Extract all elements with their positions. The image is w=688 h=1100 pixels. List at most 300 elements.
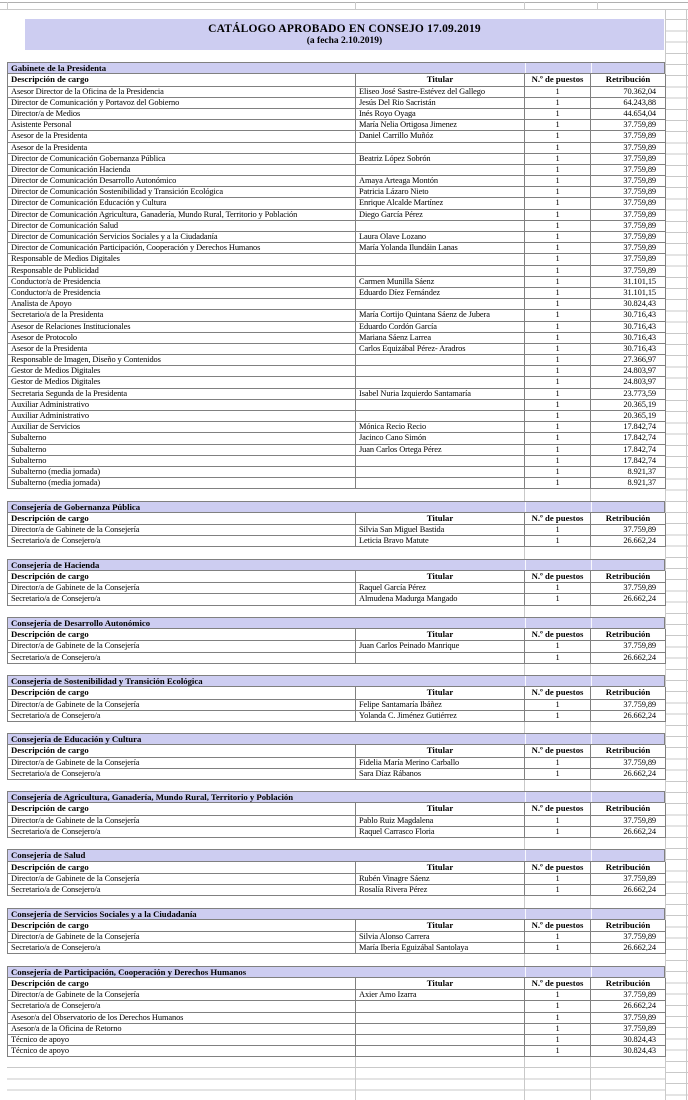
cell-cargo: Director de Comunicación Sostenibilidad y Transición Ecológica: [8, 187, 356, 198]
section-separator: [7, 606, 665, 617]
cell-puestos: 1: [525, 758, 591, 769]
cell-titular: Felipe Santamaría Ibáñez: [356, 700, 525, 711]
table-row: [8, 1001, 665, 1012]
cell-titular: [356, 1046, 525, 1057]
cell-titular: María Cortijo Quintana Sáenz de Jubera: [356, 310, 525, 321]
cell-titular: Juan Carlos Ortega Pérez: [356, 445, 525, 456]
column-header-retribucion: Retribución: [591, 571, 666, 583]
cell-puestos: 1: [525, 583, 591, 594]
cell-puestos: 1: [525, 1024, 591, 1035]
table-row: [8, 445, 665, 456]
cell-puestos: 1: [525, 210, 591, 221]
column-header-titular: Titular: [356, 513, 525, 525]
cell-titular: Jesús Del Rio Sacristán: [356, 98, 525, 109]
cell-puestos: 1: [525, 827, 591, 838]
cell-cargo: Secretario/a de Consejero/a: [8, 943, 356, 954]
table-row: [8, 456, 665, 467]
cell-retribucion: 26.662,24: [591, 943, 666, 954]
cell-puestos: 1: [525, 411, 591, 422]
column-header-row: [8, 978, 665, 990]
cell-cargo: Director de Comunicación Gobernanza Pública: [8, 154, 356, 165]
cell-puestos: 1: [525, 653, 591, 664]
section-header: Consejería de Sostenibilidad y Transición Ecológica: [8, 676, 665, 687]
cell-titular: Enrique Alcalde Martínez: [356, 198, 525, 209]
cell-retribucion: 26.662,24: [591, 1001, 666, 1012]
band-cell-gap: [525, 560, 526, 570]
cell-titular: [356, 254, 525, 265]
band-cell-gap: [591, 618, 592, 628]
cell-puestos: 1: [525, 198, 591, 209]
cell-retribucion: 37.759,89: [591, 641, 666, 652]
cell-titular: [356, 411, 525, 422]
cell-titular: Patricia Lázaro Nieto: [356, 187, 525, 198]
cell-puestos: 1: [525, 874, 591, 885]
column-header-puestos: N.º de puestos: [525, 687, 591, 699]
cell-titular: [356, 221, 525, 232]
cell-retribucion: 8.921,37: [591, 478, 666, 489]
cell-puestos: 1: [525, 769, 591, 780]
column-header-retribucion: Retribución: [591, 920, 666, 932]
band-cell-gap: [591, 560, 592, 570]
cell-titular: [356, 467, 525, 478]
cell-titular: [356, 377, 525, 388]
table-row: [8, 594, 665, 605]
column-header-titular: Titular: [356, 862, 525, 874]
cell-retribucion: 70.362,04: [591, 87, 666, 98]
column-header-puestos: N.º de puestos: [525, 803, 591, 815]
gridline-vertical: [524, 838, 525, 849]
cell-titular: Rubén Vinagre Sáenz: [356, 874, 525, 885]
section-table: [7, 791, 665, 838]
column-header-titular: Titular: [356, 571, 525, 583]
cell-cargo: Secretario/a de Consejero/a: [8, 594, 356, 605]
cell-cargo: Subalterno: [8, 456, 356, 467]
section-header: Consejería de Hacienda: [8, 560, 665, 571]
gridline-vertical: [524, 722, 525, 733]
table-row: [8, 769, 665, 780]
column-header-descripcion: Descripción de cargo: [8, 803, 356, 815]
section-header: Consejería de Servicios Sociales y a la Ciudadanía: [8, 909, 665, 920]
cell-titular: [356, 1013, 525, 1024]
section-table: [7, 559, 665, 606]
column-header-puestos: N.º de puestos: [525, 571, 591, 583]
table-row: [8, 827, 665, 838]
band-cell-gap: [591, 676, 592, 686]
cell-puestos: 1: [525, 389, 591, 400]
table-row: [8, 711, 665, 722]
cell-retribucion: 37.759,89: [591, 525, 666, 536]
gridline-vertical: [590, 780, 591, 791]
cell-titular: Beatriz López Sobrón: [356, 154, 525, 165]
cell-puestos: 1: [525, 165, 591, 176]
section-table: [7, 675, 665, 722]
table-row: [8, 389, 665, 400]
cell-retribucion: 26.662,24: [591, 594, 666, 605]
section-separator: [7, 722, 665, 733]
column-header-titular: Titular: [356, 803, 525, 815]
section-separator: [7, 954, 665, 965]
cell-retribucion: 30.716,43: [591, 322, 666, 333]
cell-puestos: 1: [525, 478, 591, 489]
column-header-titular: Titular: [356, 629, 525, 641]
table-row: [8, 310, 665, 321]
cell-puestos: 1: [525, 322, 591, 333]
table-row: [8, 322, 665, 333]
section-header: Consejería de Participación, Cooperación y Derechos Humanos: [8, 967, 665, 978]
gridline-vertical: [590, 606, 591, 617]
cell-cargo: Asistente Personal: [8, 120, 356, 131]
cell-retribucion: 44.654,04: [591, 109, 666, 120]
column-header-retribucion: Retribución: [591, 629, 666, 641]
column-header-titular: Titular: [356, 978, 525, 990]
cell-puestos: 1: [525, 366, 591, 377]
cell-cargo: Director de Comunicación y Portavoz del Gobierno: [8, 98, 356, 109]
cell-cargo: Asesor/a del Observatorio de los Derechos Humanos: [8, 1013, 356, 1024]
cell-puestos: 1: [525, 120, 591, 131]
section-separator: [7, 489, 665, 500]
cell-titular: Leticia Bravo Matute: [356, 536, 525, 547]
cell-puestos: 1: [525, 885, 591, 896]
cell-retribucion: 26.662,24: [591, 827, 666, 838]
gridline-vertical: [590, 1057, 591, 1100]
cell-titular: [356, 165, 525, 176]
band-cell-gap: [525, 967, 526, 977]
table-row: [8, 400, 665, 411]
cell-cargo: Director de Comunicación Desarrollo Autonómico: [8, 176, 356, 187]
cell-cargo: Director/a de Gabinete de la Consejería: [8, 583, 356, 594]
section-table: [7, 849, 665, 896]
cell-puestos: 1: [525, 433, 591, 444]
table-row: [8, 333, 665, 344]
cell-puestos: 1: [525, 377, 591, 388]
cell-titular: Raquel Carrasco Floria: [356, 827, 525, 838]
table-row: [8, 536, 665, 547]
gridline-vertical: [590, 664, 591, 675]
table-row: [8, 411, 665, 422]
cell-retribucion: 37.759,89: [591, 165, 666, 176]
cell-retribucion: 37.759,89: [591, 154, 666, 165]
cell-puestos: 1: [525, 131, 591, 142]
cell-retribucion: 37.759,89: [591, 198, 666, 209]
cell-retribucion: 17.842,74: [591, 422, 666, 433]
table-row: [8, 254, 665, 265]
band-cell-gap: [525, 63, 526, 73]
table-row: [8, 1024, 665, 1035]
column-header-retribucion: Retribución: [591, 862, 666, 874]
column-header-titular: Titular: [356, 687, 525, 699]
cell-retribucion: 37.759,89: [591, 932, 666, 943]
table-row: [8, 299, 665, 310]
cell-retribucion: 17.842,74: [591, 456, 666, 467]
cell-cargo: Conductor/a de Presidencia: [8, 288, 356, 299]
table-row: [8, 641, 665, 652]
cell-titular: [356, 653, 525, 664]
column-header-row: [8, 74, 665, 86]
cell-puestos: 1: [525, 943, 591, 954]
cell-cargo: Responsable de Imagen, Diseño y Contenidos: [8, 355, 356, 366]
cell-cargo: Subalterno (media jornada): [8, 467, 356, 478]
cell-cargo: Asesor de Protocolo: [8, 333, 356, 344]
cell-retribucion: 30.824,43: [591, 299, 666, 310]
cell-retribucion: 17.842,74: [591, 445, 666, 456]
cell-retribucion: 64.243,88: [591, 98, 666, 109]
column-header-descripcion: Descripción de cargo: [8, 74, 356, 86]
table-row: [8, 874, 665, 885]
column-header-retribucion: Retribución: [591, 803, 666, 815]
cell-cargo: Director/a de Medios: [8, 109, 356, 120]
column-header-titular: Titular: [356, 74, 525, 86]
cell-cargo: Asesor de la Presidenta: [8, 131, 356, 142]
cell-puestos: 1: [525, 176, 591, 187]
cell-retribucion: 30.824,43: [591, 1035, 666, 1046]
section-header: Consejería de Gobernanza Pública: [8, 502, 665, 513]
table-row: [8, 198, 665, 209]
cell-cargo: Secretario/a de Consejero/a: [8, 711, 356, 722]
column-header-retribucion: Retribución: [591, 687, 666, 699]
table-area: [7, 62, 665, 1100]
table-row: [8, 187, 665, 198]
cell-cargo: Director/a de Gabinete de la Consejería: [8, 816, 356, 827]
cell-cargo: Responsable de Publicidad: [8, 266, 356, 277]
band-cell-gap: [525, 734, 526, 744]
section-header: Consejería de Salud: [8, 850, 665, 861]
cell-puestos: 1: [525, 525, 591, 536]
cell-retribucion: 26.662,24: [591, 711, 666, 722]
cell-titular: María Nelia Ortigosa Jimenez: [356, 120, 525, 131]
column-header-row: [8, 513, 665, 525]
cell-cargo: Director de Comunicación Agricultura, Ganadería, Mundo Rural, Territorio y Población: [8, 210, 356, 221]
band-cell-gap: [525, 850, 526, 860]
cell-cargo: Subalterno (media jornada): [8, 478, 356, 489]
cell-puestos: 1: [525, 243, 591, 254]
band-cell-gap: [525, 909, 526, 919]
table-row: [8, 885, 665, 896]
cell-cargo: Secretario/a de Consejero/a: [8, 536, 356, 547]
page-top-edge: [0, 2, 688, 3]
cell-retribucion: 26.662,24: [591, 653, 666, 664]
cell-cargo: Secretario/a de la Presidenta: [8, 310, 356, 321]
cell-puestos: 1: [525, 400, 591, 411]
cell-titular: Fidelia María Merino Carballo: [356, 758, 525, 769]
document-title: [25, 19, 664, 50]
cell-puestos: 1: [525, 254, 591, 265]
cell-cargo: Director de Comunicación Servicios Sociales y a la Ciudadanía: [8, 232, 356, 243]
cell-cargo: Analista de Apoyo: [8, 299, 356, 310]
cell-retribucion: 37.759,89: [591, 1013, 666, 1024]
section-table: [7, 733, 665, 780]
cell-cargo: Asesor de Relaciones Institucionales: [8, 322, 356, 333]
cell-puestos: 1: [525, 87, 591, 98]
column-header-descripcion: Descripción de cargo: [8, 513, 356, 525]
cell-cargo: Director/a de Gabinete de la Consejería: [8, 700, 356, 711]
cell-retribucion: 26.662,24: [591, 536, 666, 547]
column-header-row: [8, 862, 665, 874]
column-header-descripcion: Descripción de cargo: [8, 687, 356, 699]
cell-cargo: Secretario/a de Consejero/a: [8, 769, 356, 780]
gridline-vertical: [355, 2, 356, 9]
cell-retribucion: 37.759,89: [591, 1024, 666, 1035]
bottom-empty-grid: [7, 1057, 665, 1100]
cell-cargo: Gestor de Medios Digitales: [8, 377, 356, 388]
cell-cargo: Subalterno: [8, 445, 356, 456]
cell-retribucion: 27.366,97: [591, 355, 666, 366]
cell-puestos: 1: [525, 456, 591, 467]
section-table: [7, 908, 665, 955]
cell-cargo: Asesor/a de la Oficina de Retorno: [8, 1024, 356, 1035]
cell-cargo: Director/a de Gabinete de la Consejería: [8, 932, 356, 943]
cell-titular: [356, 400, 525, 411]
section-header: Consejería de Agricultura, Ganadería, Mundo Rural, Territorio y Población: [8, 792, 665, 803]
table-row: [8, 176, 665, 187]
cell-titular: [356, 366, 525, 377]
cell-retribucion: 24.803,97: [591, 377, 666, 388]
column-header-puestos: N.º de puestos: [525, 745, 591, 757]
cell-cargo: Secretario/a de Consejero/a: [8, 885, 356, 896]
cell-puestos: 1: [525, 1013, 591, 1024]
band-cell-gap: [591, 502, 592, 512]
gridline-vertical: [524, 780, 525, 791]
cell-retribucion: 30.716,43: [591, 333, 666, 344]
table-row: [8, 131, 665, 142]
cell-cargo: Subalterno: [8, 433, 356, 444]
cell-cargo: Director/a de Gabinete de la Consejería: [8, 525, 356, 536]
gridline-vertical: [524, 896, 525, 907]
cell-puestos: 1: [525, 310, 591, 321]
column-header-retribucion: Retribución: [591, 745, 666, 757]
band-cell-gap: [591, 63, 592, 73]
cell-retribucion: 37.759,89: [591, 243, 666, 254]
cell-cargo: Director de Comunicación Salud: [8, 221, 356, 232]
document-title-line1: CATÁLOGO APROBADO EN CONSEJO 17.09.2019: [208, 23, 481, 35]
cell-cargo: Director/a de Gabinete de la Consejería: [8, 641, 356, 652]
gridline-vertical: [524, 547, 525, 558]
cell-cargo: Director/a de Gabinete de la Consejería: [8, 874, 356, 885]
band-cell-gap: [591, 850, 592, 860]
cell-puestos: 1: [525, 299, 591, 310]
band-cell-gap: [525, 502, 526, 512]
cell-cargo: Asesor de la Presidenta: [8, 344, 356, 355]
cell-cargo: Director/a de Gabinete de la Consejería: [8, 758, 356, 769]
cell-retribucion: 24.803,97: [591, 366, 666, 377]
column-header-retribucion: Retribución: [591, 513, 666, 525]
cell-titular: Silvia San Miguel Bastida: [356, 525, 525, 536]
column-header-descripcion: Descripción de cargo: [8, 571, 356, 583]
cell-puestos: 1: [525, 221, 591, 232]
cell-cargo: Auxiliar Administrativo: [8, 400, 356, 411]
cell-titular: Eliseo José Sastre-Estévez del Gallego: [356, 87, 525, 98]
cell-retribucion: 37.759,89: [591, 990, 666, 1001]
cell-cargo: Secretario/a de Consejero/a: [8, 827, 356, 838]
gridline-vertical: [597, 2, 598, 9]
cell-retribucion: 37.759,89: [591, 232, 666, 243]
column-header-titular: Titular: [356, 745, 525, 757]
cell-puestos: 1: [525, 422, 591, 433]
table-row: [8, 98, 665, 109]
table-row: [8, 266, 665, 277]
cell-retribucion: 20.365,19: [591, 411, 666, 422]
gridline-vertical: [590, 838, 591, 849]
cell-puestos: 1: [525, 467, 591, 478]
cell-retribucion: 17.842,74: [591, 433, 666, 444]
gridline-vertical: [590, 547, 591, 558]
cell-retribucion: 37.759,89: [591, 816, 666, 827]
cell-titular: Raquel García Pérez: [356, 583, 525, 594]
cell-titular: [356, 478, 525, 489]
cell-puestos: 1: [525, 154, 591, 165]
column-header-descripcion: Descripción de cargo: [8, 978, 356, 990]
section-header: Consejería de Desarrollo Autonómico: [8, 618, 665, 629]
table-row: [8, 165, 665, 176]
cell-cargo: Auxiliar Administrativo: [8, 411, 356, 422]
cell-puestos: 1: [525, 700, 591, 711]
cell-cargo: Secretaria Segunda de la Presidenta: [8, 389, 356, 400]
table-row: [8, 525, 665, 536]
column-header-descripcion: Descripción de cargo: [8, 920, 356, 932]
cell-retribucion: 37.759,89: [591, 758, 666, 769]
band-cell-gap: [525, 618, 526, 628]
cell-retribucion: 37.759,89: [591, 120, 666, 131]
column-header-row: [8, 745, 665, 757]
cell-titular: María Yolanda Ilundáin Lanas: [356, 243, 525, 254]
cell-titular: [356, 1024, 525, 1035]
cell-cargo: Responsable de Medios Digitales: [8, 254, 356, 265]
cell-puestos: 1: [525, 990, 591, 1001]
cell-cargo: Asesor Director de la Oficina de la Presidencia: [8, 87, 356, 98]
gridline-vertical: [524, 606, 525, 617]
cell-titular: María Iberia Eguizábal Santolaya: [356, 943, 525, 954]
cell-cargo: Director/a de Gabinete de la Consejería: [8, 990, 356, 1001]
cell-retribucion: 31.101,15: [591, 277, 666, 288]
cell-retribucion: 37.759,89: [591, 221, 666, 232]
column-header-puestos: N.º de puestos: [525, 862, 591, 874]
table-row: [8, 277, 665, 288]
table-row: [8, 583, 665, 594]
cell-puestos: 1: [525, 288, 591, 299]
cell-retribucion: 26.662,24: [591, 885, 666, 896]
column-header-puestos: N.º de puestos: [525, 74, 591, 86]
cell-retribucion: 31.101,15: [591, 288, 666, 299]
gridline-vertical: [590, 489, 591, 500]
gridline-vertical: [590, 896, 591, 907]
cell-cargo: Director de Comunicación Participación, Cooperación y Derechos Humanos: [8, 243, 356, 254]
cell-retribucion: 37.759,89: [591, 583, 666, 594]
column-header-puestos: N.º de puestos: [525, 513, 591, 525]
cell-retribucion: 30.716,43: [591, 310, 666, 321]
cell-puestos: 1: [525, 187, 591, 198]
cell-titular: [356, 266, 525, 277]
cell-puestos: 1: [525, 816, 591, 827]
column-header-row: [8, 571, 665, 583]
cell-titular: [356, 143, 525, 154]
band-cell-gap: [591, 909, 592, 919]
cell-puestos: 1: [525, 344, 591, 355]
cell-puestos: 1: [525, 1001, 591, 1012]
cell-titular: [356, 456, 525, 467]
table-row: [8, 758, 665, 769]
cell-titular: Sara Díaz Rábanos: [356, 769, 525, 780]
cell-puestos: 1: [525, 143, 591, 154]
table-row: [8, 1035, 665, 1046]
table-row: [8, 210, 665, 221]
cell-retribucion: 37.759,89: [591, 187, 666, 198]
section-separator: [7, 664, 665, 675]
band-cell-gap: [591, 792, 592, 802]
cell-puestos: 1: [525, 932, 591, 943]
table-row: [8, 1013, 665, 1024]
cell-retribucion: 23.773,59: [591, 389, 666, 400]
cell-titular: Eduardo Cordón García: [356, 322, 525, 333]
table-row: [8, 422, 665, 433]
